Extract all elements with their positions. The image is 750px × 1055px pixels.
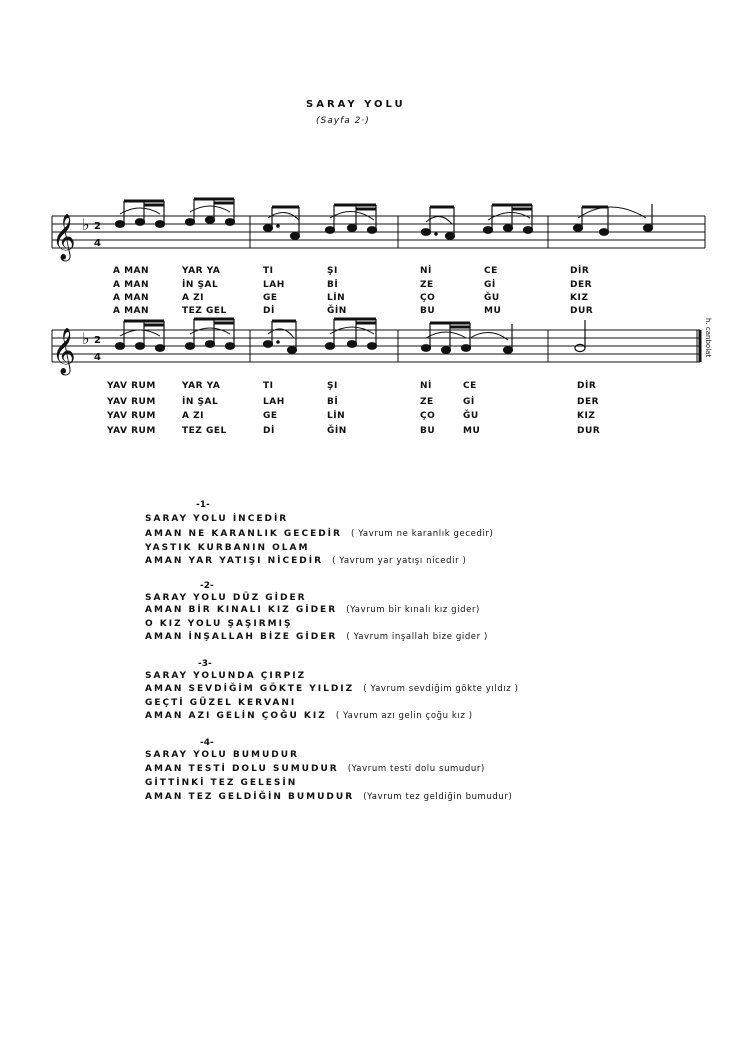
time-signature: 2 — [94, 221, 101, 232]
verse-number: -1- — [196, 500, 210, 510]
slurs-staff-1 — [120, 206, 646, 224]
lyric-syllable: MU — [484, 306, 502, 316]
verse-line — [145, 543, 309, 553]
lyric-syllable: YAV RUM — [107, 426, 156, 436]
lyric-syllable: Bİ — [327, 280, 339, 290]
verse-line — [145, 556, 466, 566]
verse-line — [145, 514, 288, 524]
verse-line-main: GEÇTİ GÜZEL KERVANI — [145, 698, 297, 708]
lyric-syllable: Nİ — [420, 266, 432, 276]
verse-line — [145, 698, 296, 708]
lyric-syllable: Bİ — [327, 397, 339, 407]
lyric-syllable: Dİ — [263, 306, 275, 316]
lyric-syllable: DUR — [577, 426, 601, 436]
verse-line — [145, 529, 493, 539]
verse-line-main: SARAY YOLU BUMUDUR — [145, 750, 299, 760]
lyric-syllable: A MAN — [113, 266, 150, 276]
composer-signature: h. canbolat — [704, 318, 712, 358]
verse-number: -2- — [200, 581, 214, 591]
lyric-syllable: ŞI — [327, 381, 338, 391]
lyric-syllable: DİR — [570, 266, 590, 276]
lyric-syllable: LAH — [263, 280, 285, 290]
lyric-syllable: ĞU — [484, 293, 500, 303]
verse-line-main: GİTTİNKİ TEZ GELESİN — [145, 778, 298, 788]
verse-line-parenthetical: ( Yavrum sevdiğim gökte yıldız ) — [363, 684, 519, 694]
lyric-syllable: ÇO — [420, 293, 436, 303]
lyric-syllable: TI — [263, 266, 274, 276]
lyric-syllable: LİN — [327, 411, 346, 421]
verse-line-main: SARAY YOLU İNCEDİR — [145, 514, 289, 524]
lyric-syllable: ĞİN — [327, 426, 347, 436]
verse-line-main: AMAN TEZ GELDİĞİN BUMUDUR — [145, 792, 355, 802]
lyric-syllable: CE — [484, 266, 498, 276]
page-subtitle: (Sayfa 2·) — [316, 116, 370, 126]
lyric-syllable: A ZI — [182, 293, 204, 303]
lyric-syllable: A MAN — [113, 306, 150, 316]
treble-clef-icon: 𝄞 — [52, 328, 76, 374]
verse-line-main: AMAN BİR KINALI KIZ GİDER — [145, 605, 338, 615]
lyric-syllable: ÇO — [420, 411, 436, 421]
verse-line-parenthetical: (Yavrum bir kınalı kız gider) — [346, 605, 480, 615]
verse-line — [145, 671, 306, 681]
verse-number: -4- — [200, 738, 214, 748]
lyric-syllable: TI — [263, 381, 274, 391]
lyric-syllable: MU — [463, 426, 481, 436]
time-signature: 4 — [94, 238, 101, 249]
verse-line-main: AMAN SEVDİĞİM GÖKTE YILDIZ — [145, 684, 355, 694]
verse-line-main: YASTIK KURBANIN OLAM — [145, 543, 310, 553]
verse-line — [145, 750, 299, 760]
lyric-syllable: TEZ GEL — [182, 426, 227, 436]
lyric-syllable: TEZ GEL — [182, 306, 227, 316]
lyric-syllable: YAV RUM — [107, 381, 156, 391]
lyric-syllable: Nİ — [420, 381, 432, 391]
notes-staff-2 — [116, 319, 586, 353]
lyric-syllable: KIZ — [577, 411, 596, 421]
lyric-syllable: YAR YA — [182, 381, 221, 391]
verse-line — [145, 778, 297, 788]
verse-line-parenthetical: ( Yavrum azı gelin çoğu kız ) — [335, 711, 473, 721]
lyric-syllable: A MAN — [113, 293, 150, 303]
verse-line-main: SARAY YOLUNDA ÇIRPIZ — [145, 671, 307, 681]
time-signature: 2 — [94, 335, 101, 346]
lyric-syllable: DER — [577, 397, 600, 407]
lyric-syllable: KIZ — [570, 293, 589, 303]
lyric-syllable: ZE — [420, 280, 434, 290]
lyric-syllable: LİN — [327, 293, 346, 303]
lyric-syllable: ZE — [420, 397, 434, 407]
verse-line — [145, 605, 480, 615]
lyric-syllable: Gİ — [484, 280, 496, 290]
lyric-syllable: YAV RUM — [107, 397, 156, 407]
verse-line — [145, 619, 292, 629]
verse-line-parenthetical: (Yavrum testi dolu sumudur) — [347, 764, 485, 774]
lyric-syllable: DİR — [577, 381, 597, 391]
page-title: SARAY YOLU — [306, 99, 406, 110]
lyric-syllable: ŞI — [327, 266, 338, 276]
lyric-syllable: BU — [420, 426, 436, 436]
time-signature: 4 — [94, 352, 101, 363]
lyric-syllable: DUR — [570, 306, 594, 316]
verse-line-main: AMAN TESTİ DOLU SUMUDUR — [145, 764, 339, 774]
lyric-syllable: YAR YA — [182, 266, 221, 276]
verse-line-parenthetical: ( Yavrum ne karanlık gecedir) — [351, 529, 494, 539]
verse-line-main: O KIZ YOLU ŞAŞIRMIŞ — [145, 619, 293, 629]
lyric-syllable: Gİ — [463, 397, 475, 407]
lyric-syllable: A ZI — [182, 411, 204, 421]
lyric-syllable: DER — [570, 280, 593, 290]
lyric-syllable: ĞİN — [327, 306, 347, 316]
verse-line-parenthetical: ( Yavrum inşallah bize gider ) — [346, 632, 488, 642]
verse-line — [145, 632, 488, 642]
verse-line-parenthetical: (Yavrum tez geldiğin bumudur) — [363, 792, 513, 802]
lyric-syllable: GE — [263, 293, 278, 303]
verse-line-main: AMAN YAR YATIŞI NİCEDİR — [145, 556, 323, 566]
lyric-syllable: LAH — [263, 397, 285, 407]
verse-line — [145, 792, 512, 802]
lyric-syllable: Dİ — [263, 426, 275, 436]
verse-number: -3- — [198, 659, 212, 669]
verse-line — [145, 764, 485, 774]
treble-clef-icon: 𝄞 — [52, 214, 76, 260]
verse-line-main: AMAN AZI GELİN ÇOĞU KIZ — [145, 711, 327, 721]
verse-line-main: AMAN İNŞALLAH BİZE GİDER — [145, 632, 338, 642]
lyric-syllable: YAV RUM — [107, 411, 156, 421]
verse-line — [145, 684, 519, 694]
verse-line — [145, 711, 473, 721]
lyric-syllable: ĞU — [463, 411, 479, 421]
flat-icon: ♭ — [82, 215, 90, 234]
lyric-syllable: A MAN — [113, 280, 150, 290]
lyric-syllable: İN ŞAL — [182, 397, 219, 407]
verse-line-main: AMAN NE KARANLIK GECEDİR — [145, 529, 342, 539]
verse-line-parenthetical: ( Yavrum yar yatışı nicedir ) — [332, 556, 467, 566]
lyric-syllable: CE — [463, 381, 477, 391]
lyric-syllable: BU — [420, 306, 436, 316]
verse-line-main: SARAY YOLU DÜZ GİDER — [145, 593, 307, 603]
notes-staff-1 — [116, 199, 653, 239]
lyric-syllable: İN ŞAL — [182, 280, 219, 290]
verse-line — [145, 593, 307, 603]
lyric-syllable: GE — [263, 411, 278, 421]
flat-icon: ♭ — [82, 329, 90, 348]
